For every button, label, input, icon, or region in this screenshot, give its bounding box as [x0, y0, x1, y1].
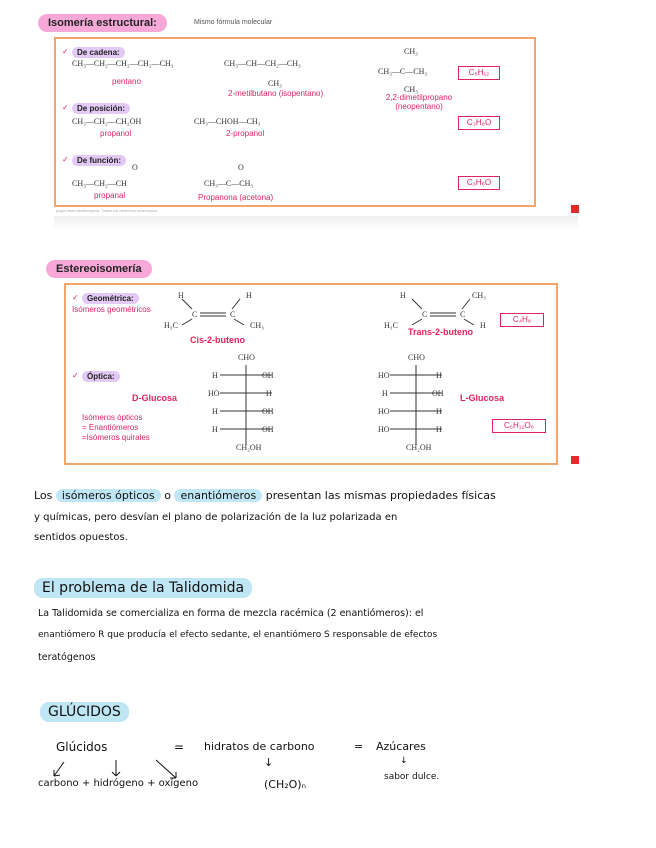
cis-c2: C [230, 310, 236, 319]
l-h3: H [436, 407, 442, 416]
acetone-name: Propanona (acetona) [198, 193, 274, 202]
formula-c4h8: C₄H₈ [500, 313, 544, 327]
para1-o: o [164, 489, 171, 502]
neopentane-structure: CH₃—C—CH₃ [378, 67, 428, 76]
hidrogeno: hidrógeno [93, 778, 144, 789]
highlight-optical-isomers: isómeros ópticos [56, 489, 161, 502]
glucidos-word: Glúcidos [56, 740, 108, 754]
page-separator [54, 216, 578, 230]
cis-ch3: CH₃ [250, 321, 264, 330]
geometric-label: Geométrica: [82, 293, 139, 304]
isopentane-branch: CH₃ [268, 79, 282, 88]
l-oh2: OH [432, 389, 444, 398]
acetone-oxygen: O [238, 163, 244, 172]
geometric-desc: Isómeros geométricos [72, 305, 151, 314]
l-glucose-name: L-Glucosa [460, 393, 505, 403]
acetone-structure: CH₃—C—CH₃ [204, 179, 254, 188]
d-h3: H [212, 407, 218, 416]
glucidos-title: GLÚCIDOS [40, 702, 129, 722]
propanal-oxygen: O [132, 163, 138, 172]
check-icon: ✓ [62, 47, 69, 56]
optical-desc-1: Isómeros ópticos [82, 413, 143, 422]
footer-copyright: págin línea desbloqueos. Todos los derechos reservados. [56, 208, 158, 213]
propanol-structure: CH₃—CH₂—CH₂OH [72, 117, 142, 126]
formula-c3h6o: C₃H₆O [458, 176, 500, 190]
2-propanol-name: 2-propanol [226, 129, 265, 138]
para1-line3: sentidos opuestos. [34, 532, 128, 543]
composition-line [38, 778, 198, 789]
isopentane-structure: CH₃—CH—CH₂—CH₃ [224, 59, 301, 68]
flag-icon [571, 205, 579, 213]
highlight-enantiomers: enantiómeros [174, 489, 262, 502]
para1-start: Los [34, 489, 53, 502]
equals-1: = [174, 740, 185, 754]
trans-2-butene-name: Trans-2-buteno [408, 327, 474, 337]
propanol-name: propanol [100, 129, 132, 138]
position-label: De posición: [72, 103, 130, 114]
d-oh3: OH [262, 407, 274, 416]
d-oh1: OH [262, 371, 274, 380]
d-h1: H [212, 371, 218, 380]
plus-2: + [147, 778, 156, 789]
pentane-structure: CH₃—CH₂—CH₂—CH₂—CH₃ [72, 59, 174, 68]
hidratos-de-carbono: hidratos de carbono [204, 740, 315, 753]
thalidomide-line1: La Talidomida se comercializa en forma de mezcla racémica (2 enantiómeros): el [38, 608, 424, 619]
flag-icon [571, 456, 579, 464]
l-h2: H [382, 389, 388, 398]
d-glucose-fischer [206, 355, 286, 455]
check-icon: ✓ [72, 371, 79, 380]
chain-label: De cadena: [72, 47, 125, 58]
l-ho3: HO [378, 407, 390, 416]
cis-h1: H [178, 291, 184, 300]
cis-h2: H [246, 291, 252, 300]
d-ch2oh: CH₂OH [236, 443, 262, 452]
propanal-structure: CH₃—CH₂—CH [72, 179, 127, 188]
pentane-name: pentano [112, 77, 141, 86]
arrow-down-1: ↓ [264, 756, 274, 769]
enantiomer-paragraph [34, 488, 634, 503]
neopentane-bottom: CH₃ [404, 85, 418, 94]
carbono: carbono [38, 778, 79, 789]
l-ch2oh: CH₂OH [406, 443, 432, 452]
thalidomide-line2: enantiómero R que producía el efecto sedante, el enantiómero S responsable de efectos [38, 630, 438, 640]
d-oh4: OH [262, 425, 274, 434]
d-h2: H [266, 389, 272, 398]
l-ho4: HO [378, 425, 390, 434]
neopentane-name: 2,2-dimetilpropano (neopentano) [385, 93, 453, 111]
cis-c1: C [192, 310, 198, 319]
structural-isomerism-title: Isomería estructural: [38, 14, 167, 32]
l-ho1: HO [378, 371, 390, 380]
stereoisomerism-title: Estereoisomería [46, 260, 152, 278]
trans-c1: C [422, 310, 428, 319]
trans-ch3: CH₃ [472, 291, 486, 300]
thalidomide-line3: teratógenos [38, 652, 96, 663]
para1-rest: presentan las mismas propiedades físicas [265, 489, 496, 502]
optical-label: Óptica: [82, 371, 120, 382]
plus-1: + [81, 778, 91, 789]
l-glucose-fischer [376, 355, 456, 455]
trans-h1: H [400, 291, 406, 300]
l-h1: H [436, 371, 442, 380]
l-h4: H [436, 425, 442, 434]
check-icon: ✓ [62, 155, 69, 164]
check-icon: ✓ [62, 103, 69, 112]
cis-h3c: H₃C [164, 321, 178, 330]
equals-2: = [354, 740, 364, 753]
2-propanol-structure: CH₃—CHOH—CH₃ [194, 117, 261, 126]
trans-h3c: H₃C [384, 321, 398, 330]
check-icon: ✓ [72, 293, 79, 302]
trans-c2: C [460, 310, 466, 319]
isopentane-name: 2-metilbutano (isopentano) [228, 89, 324, 98]
d-cho: CHO [238, 353, 255, 362]
propanal-name: propanal [94, 191, 126, 200]
formula-c3h8o: C₃H₈O [458, 116, 500, 130]
optical-desc-3: =Isómeros quirales [82, 433, 150, 442]
structural-isomerism-box [54, 37, 536, 207]
function-label: De función: [72, 155, 126, 166]
formula-c6h12o6: C₆H₁₂O₆ [492, 419, 546, 433]
d-h4: H [212, 425, 218, 434]
trans-h2: H [480, 321, 486, 330]
azucares: Azúcares [376, 740, 426, 753]
l-cho: CHO [408, 353, 425, 362]
stereoisomerism-box [64, 283, 558, 465]
ch2o-formula: (CH₂O)ₙ [264, 778, 306, 791]
arrow-down-2: ↓ [400, 756, 408, 766]
formula-c5h12: C₅H₁₂ [458, 66, 500, 80]
oxigeno: oxígeno [158, 778, 199, 789]
sabor-dulce: sabor dulce. [384, 772, 440, 782]
d-glucose-name: D-Glucosa [132, 393, 178, 403]
cis-2-butene-name: Cis-2-buteno [190, 335, 245, 345]
structural-subtitle: Mismo fórmula molecular [194, 19, 273, 26]
para1-line2: y químicas, pero desvían el plano de polarización de la luz polarizada en [34, 512, 398, 523]
thalidomide-title: El problema de la Talidomida [34, 578, 252, 598]
optical-desc-2: = Enantiómeros [82, 423, 139, 432]
neopentane-top: CH₃ [404, 47, 418, 56]
d-ho2: HO [208, 389, 220, 398]
